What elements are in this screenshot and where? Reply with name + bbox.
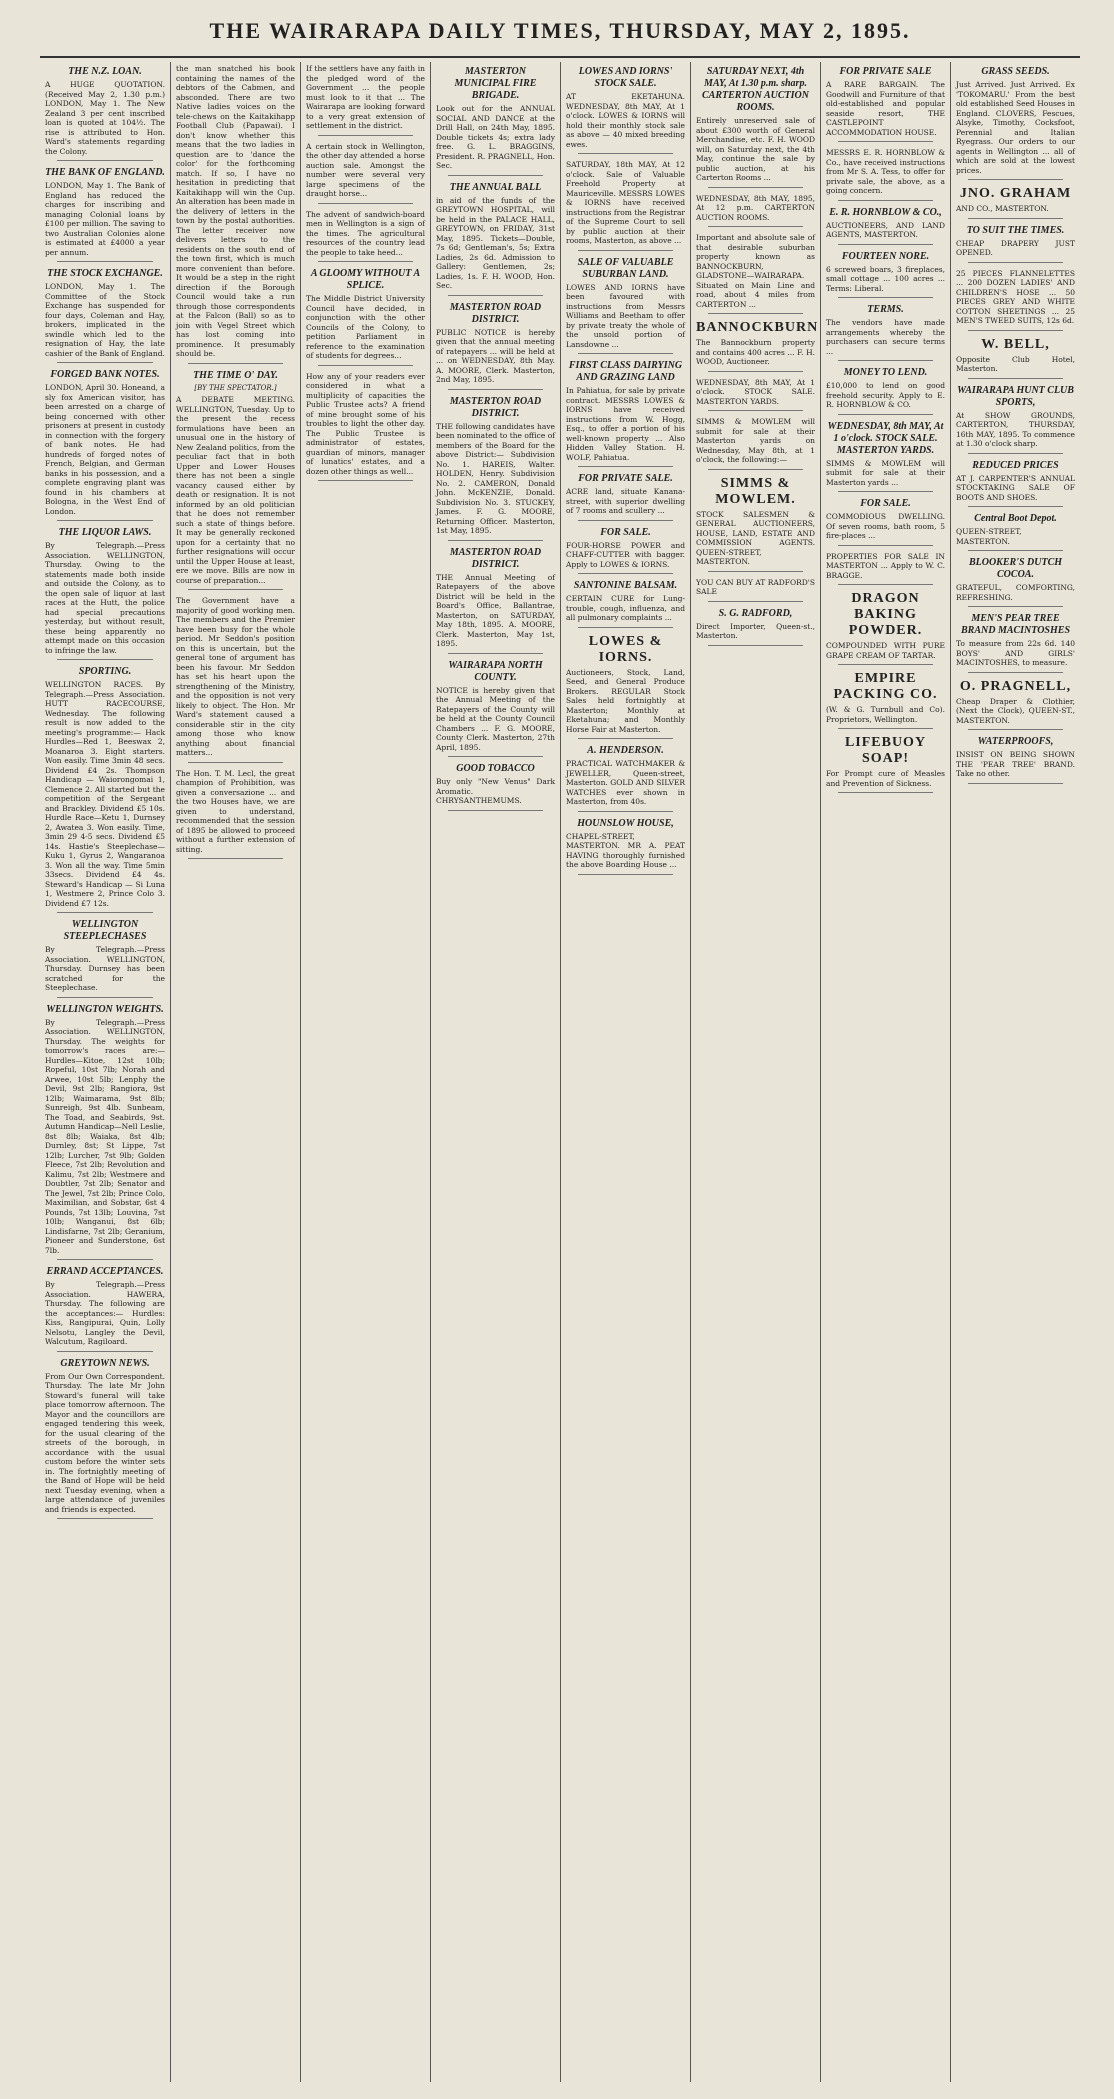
article [176, 370, 295, 591]
article-body: CHAPEL-STREET, MASTERTON. MR A. PEAT HAVING thoroughly furnished the above Boarding House ... [566, 831, 685, 869]
article-body: PRACTICAL WATCHMAKER & JEWELLER, Queen-street, Masterton. GOLD AND SILVER WATCHES ever shown in Masterton, from 40s. [566, 759, 685, 806]
article [45, 666, 165, 913]
article-heading: WATERPROOFS, [977, 736, 1054, 747]
article-divider [578, 738, 673, 739]
article-body: By Telegraph.—Press Association. WELLINGTON, Thursday. The weights for tomorrow's races are:—Hurdles—Kitoe, 12st 10lb; Ropeful, 10st 7lb; Norah and Arwee, 10st 5lb; Lenphy the Devil, 9st 2lb; Rangiora, 9st 12lb; Waimarama, 9st 8lb; Sunreigh, 9st 4lb. Sunbeam, The Toad, and Seabirds, 9st. Autumn Handicap—Nell Leslie, 8st 8lb; Waiaka, 8st 4lb; Durnley, 8st; St Lippe, 7st 12lb; Lurcher, 7st 9lb; Golden Fleece, 7st 2lb; Revolution and Kalimu, 7st 2lb; Westmere and Doubtler, 7st 2lb; Senator and The Jewel, 7st 2lb; Prince Colo, Maximilian, and Sobstar, 6st 4 Pounds, 7st 13lb; Louvina, 7st 10lb; Wanganui, 8st 6lb; Lindisfarne, 7st 2lb; Geranium, Pioneer and Sunderstone, 6st 7lb. [45, 1017, 165, 1255]
article-body: Look out for the ANNUAL SOCIAL AND DANCE at the Drill Hall, on 24th May, 1895. Double tickets 4s; extra lady free. G. L. BRAGGINS, President. R. PRAGNELL, Hon. Sec. [436, 104, 555, 170]
newspaper-columns [40, 62, 1080, 2082]
article [566, 580, 685, 628]
article-heading: GOOD TOBACCO [456, 763, 535, 774]
article-divider [708, 187, 803, 188]
article [45, 1266, 165, 1352]
article [436, 763, 555, 811]
article-heading: SALE OF VALUABLE SUBURBAN LAND. [577, 256, 674, 280]
article-divider [318, 365, 413, 366]
article [696, 417, 815, 470]
article-heading: E. R. HORNBLOW & CO., [829, 206, 942, 218]
article-divider [708, 645, 803, 646]
article [696, 233, 815, 314]
article [45, 1004, 165, 1261]
article-heading: MASTERTON ROAD DISTRICT. [449, 301, 542, 325]
article-body: LONDON, April 30. Honeand, a sly fox American visitor, has been arrested on a charge of being concerned with other prisoners at present in custody in connection with the forgery of bank notes. He had hundreds of forged notes of French, Belgian, and German banks in his possession, and a complete engraving plant was found in his chambers at Bologna, in the West End of London. [45, 383, 165, 516]
article-divider [968, 262, 1063, 263]
article-divider [448, 810, 543, 811]
article [956, 337, 1075, 379]
article [956, 186, 1075, 219]
article-body: ACRE land, situate Kanana-street, with superior dwelling of 7 rooms and scullery ... [566, 487, 685, 515]
article [566, 634, 685, 740]
article-divider [578, 250, 673, 251]
article [566, 257, 685, 355]
article-subheading: [BY THE SPECTATOR.] [194, 383, 277, 392]
article-heading: SATURDAY NEXT, 4th MAY, At 1.30 p.m. sharp. CARTERTON AUCTION ROOMS. [702, 66, 809, 113]
article-heading: MONEY TO LEND. [843, 367, 928, 378]
article-body: Just Arrived. Just Arrived. Ex 'TOKOMARU.' From the best old established Seed Houses in England. CLOVERS, Fescues, Alsyke, Timothy, Cocksfoot, Perennial and Italian Ryegrass. Our orders to our agents in Wellington ... all of which are sold at the lowest prices. [956, 80, 1075, 175]
article-heading: A. HENDERSON. [587, 745, 664, 756]
article [696, 320, 819, 372]
article [45, 369, 165, 521]
article-heading: FOR SALE. [600, 526, 651, 538]
article-heading: EMPIRE PACKING CO. [833, 671, 938, 702]
article-divider [838, 491, 933, 492]
article-body: A HUGE QUOTATION. (Received May 2, 1.30 p.m.) LONDON, May 1. The New Zealand 3 per cent inscribed loan is quoted at 104½. The rise is attributed to Hon. Ward's statements regarding the Colony. [45, 80, 165, 156]
article-divider [968, 729, 1063, 730]
article [826, 66, 945, 142]
article [956, 513, 1075, 551]
article-body: LOWES AND IORNS have been favoured with instructions from Messrs Williams and Beetham to offer by private treaty the whole of the unsold portion of Lansdowne ... [566, 282, 685, 349]
article-divider [708, 226, 803, 227]
article-divider [318, 135, 413, 136]
article [306, 372, 425, 482]
article [826, 591, 945, 665]
article [956, 460, 1075, 508]
column-5 [560, 62, 690, 2082]
article-heading: GREYTOWN NEWS. [60, 1357, 150, 1369]
article-divider [57, 1351, 153, 1352]
article-body: AT EKETAHUNA. WEDNESDAY, 8th MAY, At 1 o'clock. LOWES & IORNS will hold their monthly stock sale as above — 40 mixed breeding ewes. [566, 92, 685, 149]
article [176, 64, 295, 364]
article-body: INSIST ON BEING SHOWN THE 'PEAR TREE' BRAND. Take no other. [956, 750, 1075, 778]
article-divider [968, 783, 1063, 784]
article-heading: DRAGON BAKING POWDER. [848, 591, 923, 638]
article-divider [968, 218, 1063, 219]
article [696, 578, 815, 602]
column-6 [690, 62, 820, 2082]
article-body: From Our Own Correspondent. Thursday. The late Mr John Stoward's funeral will take place tomorrow afternoon. The Mayor and the councillors are engaged tendering this week, for the usual clearing of the streets of the borough, in accordance with the usual custom before the winter sets in. The fortnightly meeting of the Band of Hope will be held next Tuesday evening, when a large attendance of juveniles and friends is expected. [45, 1371, 165, 1514]
article-heading: MASTERTON MUNICIPAL FIRE BRIGADE. [454, 66, 537, 101]
article-body: £10,000 to lend on good freehold security. Apply to E. R. HORNBLOW & CO. [826, 381, 945, 409]
article-body: How any of your readers ever considered in what a multiplicity of capacities the Public Trustee acts? A friend of mine brought some of his troubles to light the other day. The Public Trustee is administrator of estates, guardian of minors, manager of lunatics' estates, and a dozen other things as well... [306, 371, 425, 476]
masthead-title: THE WAIRARAPA DAILY TIMES, THURSDAY, MAY 2, 1895. [209, 18, 911, 43]
article-body: MESSRS E. R. HORNBLOW & Co., have received instructions from Mr S. A. Tess, to offer for private sale, the above, as a going concern. [826, 148, 945, 195]
article-body: NOTICE is hereby given that the Annual Meeting of the Ratepayers of the County will be held at the County Council Chambers ... F. G. MOORE, County Clerk. Masterton, 27th April, 1895. [436, 685, 555, 752]
article [436, 547, 555, 654]
article-body: FOUR-HORSE POWER and CHAFF-CUTTER with bagger. Apply to LOWES & IORNS. [566, 540, 685, 569]
article-heading: SANTONINE BALSAM. [573, 580, 678, 591]
article-body: The Middle District University Council have decided, in conjunction with the other Councils of the Colony, to petition Parliament in reference to the examination of students for degrees... [306, 294, 425, 360]
article-divider [968, 453, 1063, 454]
article [696, 194, 815, 228]
article-heading: THE STOCK EXCHANGE. [47, 268, 163, 279]
article-body: WEDNESDAY, 8th MAY, At 1 o'clock. STOCK SALE. MASTERTON YARDS. [696, 377, 815, 406]
masthead-rule [40, 56, 1080, 58]
article-divider [57, 520, 153, 521]
article-heading: GRASS SEEDS. [981, 66, 1050, 77]
article-body: If the settlers have any faith in the pledged word of the Government ... the people must look to it that ... The Wairarapa are looking forward to a very great extension of settlement in the district. [306, 64, 425, 130]
article-divider [838, 414, 933, 415]
article-divider [838, 360, 933, 361]
article-divider [838, 728, 933, 729]
article-divider [708, 371, 803, 372]
article [436, 66, 555, 176]
article-body: CHEAP DRAPERY JUST OPENED. [956, 238, 1075, 257]
article [566, 473, 685, 521]
article-divider [188, 363, 283, 364]
article-heading: WAIRARAPA HUNT CLUB SPORTS, [957, 384, 1074, 408]
article-divider [188, 858, 283, 859]
article-divider [968, 606, 1063, 607]
article-heading: MASTERTON ROAD DISTRICT. [449, 395, 542, 419]
article-body: PUBLIC NOTICE is hereby given that the annual meeting of ratepayers ... will be held at ... on WEDNESDAY, 8th May. A. MOORE, Clerk. Masterton, 2nd May, 1895. [436, 327, 555, 384]
article [956, 679, 1075, 731]
article-heading: THE N.Z. LOAN. [68, 66, 142, 77]
article-divider [188, 589, 283, 590]
article-divider [708, 601, 803, 602]
article-heading: ERRAND ACCEPTANCES. [46, 1266, 164, 1277]
article [956, 385, 1075, 454]
article-divider [318, 480, 413, 481]
article-divider [448, 295, 543, 296]
article [956, 269, 1075, 331]
article [176, 769, 295, 860]
article-body: The Hon. T. M. Lecl, the great champion of Prohibition, was given a conversazione ... and the two Houses have, we are given to understand, recommended that the session of 1895 be allowed to proceed without a further extension of sitting. [176, 768, 295, 854]
article [826, 671, 945, 729]
article-body: SIMMS & MOWLEM will submit for sale at their Masterton yards ... [826, 458, 945, 487]
article-body: A DEBATE MEETING. WELLINGTON, Tuesday. Up to the present the recess formulations have been an unusual one in the history of New Zealand politics, from the peculiar fact that in both Upper and Lower Houses there has not been a single vacancy caused either by death or resignation. It is not informed by an old politician that he does not remember such a state of things before. It may be generally reckoned upon for a certainty that no further resignations will occur until the Upper House at least, ere we move. Bills are now in course of preparation... [176, 395, 295, 585]
article-heading: Central Boot Depot. [974, 513, 1057, 524]
article-heading: HOUNSLOW HOUSE, [577, 817, 674, 829]
article-divider [968, 378, 1063, 379]
article-heading: WELLINGTON STEEPLECHASES [63, 919, 147, 942]
article [826, 207, 945, 245]
article-body: (W. & G. Turnbull and Co). Proprietors, Wellington. [826, 705, 945, 724]
article-body: THE Annual Meeting of Ratepayers of the above District will be held in the Board's Office, Ballantrae, Masterton, on SATURDAY, May 18th, 1895. A. MOORE, Clerk. Masterton, May 1st, 1895. [436, 572, 555, 648]
article [956, 225, 1075, 263]
article-body: PROPERTIES FOR SALE IN MASTERTON ... Apply to W. C. BRAGGE. [826, 551, 945, 580]
article-body: Cheap Draper & Clothier, (Next the Clock), QUEEN-ST., MASTERTON. [956, 696, 1075, 725]
article-heading: TO SUIT THE TIMES. [966, 224, 1065, 236]
article-heading: FOR PRIVATE SALE [839, 66, 932, 77]
article [956, 557, 1075, 607]
article-heading: LOWES AND IORNS' STOCK SALE. [578, 66, 673, 89]
article-divider [968, 550, 1063, 551]
article-divider [188, 762, 283, 763]
article-divider [838, 244, 933, 245]
article [306, 142, 425, 204]
article-heading: BANNOCKBURN [696, 320, 819, 335]
article-heading: FIRST CLASS DAIRYING AND GRAZING LAND [568, 360, 683, 383]
article-divider [838, 141, 933, 142]
article [566, 745, 685, 812]
article-divider [838, 200, 933, 201]
article-divider [838, 545, 933, 546]
article-divider [968, 179, 1063, 180]
article-heading: WELLINGTON WEIGHTS. [46, 1003, 164, 1015]
article-divider [578, 520, 673, 521]
article-body: Opposite Club Hotel, Masterton. [956, 354, 1075, 373]
article [826, 498, 945, 546]
article [45, 527, 165, 660]
article-divider [708, 469, 803, 470]
article-body: By Telegraph.—Press Association. WELLINGTON, Thursday. Owing to the statements made both inside and outside the Colony, as to the open sale of liquor at last races at the Hutt, the police had special precautions yesterday, but without result, these being apparently no attempt made on this occasion to infringe the law. [45, 541, 165, 655]
article-divider [838, 792, 933, 793]
article [566, 360, 685, 467]
article-heading: WAIRARAPA NORTH COUNTY. [448, 659, 543, 683]
article-divider [968, 672, 1063, 673]
article [45, 167, 165, 262]
article-body: In Pahiatua, for sale by private contract. MESSRS LOWES & IORNS have received instructions from W. Hogg, Esq., to offer a portion of his well-known property ... Also Hidden Valley Station. H. WOLF, Pahiatua. [566, 386, 685, 462]
article-body: Important and absolute sale of that desirable suburban property known as BANNOCKBURN, GLADSTONE—WAIRARAPA. Situated on Main Line and road, about 4 miles from CARTERTON ... [696, 233, 815, 309]
article-divider [318, 203, 413, 204]
article-heading: THE ANNUAL BALL [449, 181, 542, 193]
article [696, 378, 815, 412]
article-body: 6 screwed boars, 3 fireplaces, small cottage ... 100 acres ... Terms: Liberal. [826, 264, 945, 293]
article-divider [578, 573, 673, 574]
article-body: To measure from 22s 6d. 140 BOYS' AND GIRLS' MACINTOSHES, to measure. [956, 639, 1075, 667]
article-body: CERTAIN CURE for Lung-trouble, cough, influenza, and all pulmonary complaints ... [566, 594, 685, 622]
article-heading: BLOOKER'S DUTCH COCOA. [968, 557, 1063, 580]
article [826, 148, 945, 201]
article-divider [708, 410, 803, 411]
column-3 [300, 62, 430, 2082]
article-body: The Bannockburn property and contains 400 acres ... F. H. WOOD, Auctioneer. [696, 338, 815, 366]
article-heading: THE LIQUOR LAWS. [58, 527, 152, 538]
article-heading: FOR PRIVATE SALE. [578, 473, 673, 484]
article-divider [838, 664, 933, 665]
article-heading: FOURTEEN NORE. [841, 250, 930, 262]
article-body: WEDNESDAY, 8th MAY, 1895, At 12 p.m. CARTERTON AUCTION ROOMS. [696, 193, 815, 222]
article-divider [968, 330, 1063, 331]
article [826, 251, 945, 299]
article-divider [838, 297, 933, 298]
article [566, 818, 685, 875]
article-divider [57, 912, 153, 913]
article-divider [448, 175, 543, 176]
article-heading: S. G. RADFORD, [718, 607, 793, 619]
column-1 [40, 62, 170, 2082]
article-body: Buy only "New Venus" Dark Aromatic. CHRYSANTHEMUMS. [436, 777, 555, 805]
article-divider [448, 653, 543, 654]
article-heading: W. BELL, [981, 336, 1050, 352]
article-divider [578, 811, 673, 812]
article-divider [57, 659, 153, 660]
article-body: QUEEN-STREET, MASTERTON. [956, 527, 1022, 546]
article-body: SATURDAY, 18th MAY, At 12 o'clock. Sale of Valuable Freehold Property at Mauriceville. MESSRS LOWES & IORNS have received instructions from the Registrar of the Supreme Court to sell by public auction at their rooms, Masterton, as above ... [566, 160, 685, 245]
article-divider [448, 540, 543, 541]
article [45, 1358, 165, 1520]
article-heading: LIFEBUOY SOAP! [844, 735, 927, 766]
article-divider [57, 160, 153, 161]
article [45, 919, 165, 998]
article [696, 476, 815, 572]
article-divider [708, 313, 803, 314]
article [826, 304, 945, 361]
article-heading: REDUCED PRICES [972, 459, 1059, 471]
article-divider [968, 506, 1063, 507]
article-body: By Telegraph.—Press Association. HAWERA, Thursday. The following are the acceptances:— Hurdles: Kiss, Rangipurai, Quin, Lolly Nelsotu, Langley the Devil, Walcutum, Ragiloard. [45, 1280, 165, 1346]
article-body: The Government have a majority of good working men. The members and the Premier have been busy for the whole period. Mr Seddon's position on this is uncertain, but the general tone of argument has been his favour. Mr Seddon has set his heart upon the strengthening of the Ministry, and the opposition is not very likely to object. The Hon. Mr Ward's statement caused a considerable stir in the city among those who know anything about financial matters... [176, 596, 295, 757]
article-heading: TERMS. [867, 304, 904, 315]
article-body: The advent of sandwich-board men in Wellington is a sign of the times. The agricultural resources of the country lead the people to take heed... [306, 209, 425, 257]
article-heading: JNO. GRAHAM [959, 186, 1072, 201]
article-body: SIMMS & MOWLEM will submit for sale at their Masterton yards on Wednesday, May 8th, at 1 o'clock, the following:— [696, 417, 815, 464]
article [566, 66, 685, 154]
article-heading: FORGED BANK NOTES. [50, 369, 160, 380]
article-body: AND CO., MASTERTON. [956, 204, 1049, 213]
article [306, 210, 425, 263]
article [956, 613, 1075, 673]
article-divider [578, 153, 673, 154]
column-4 [430, 62, 560, 2082]
article [306, 64, 425, 136]
article-body: For Prompt cure of Measles and Prevention of Sickness. [826, 769, 945, 788]
article-body: AUCTIONEERS, AND LAND AGENTS, MASTERTON. [826, 220, 945, 239]
article-body: LONDON, May 1. The Bank of England has reduced the charges for inscribing and managing Colonial loans by £100 per million. The saving to two Australian Colonies alone is estimated at £4000 a year per annum. [45, 181, 165, 257]
article-body: AT J. CARPENTER'S ANNUAL STOCKTAKING SALE OF BOOTS AND SHOES. [956, 473, 1075, 502]
article [436, 396, 555, 541]
article-divider [578, 353, 673, 354]
article-divider [57, 1518, 153, 1519]
article [566, 160, 685, 251]
article-heading: MASTERTON ROAD DISTRICT. [449, 546, 542, 570]
column-8 [950, 62, 1080, 2082]
article-body: the man snatched his book containing the names of the debtors of the Cabmen, and absconded. There are two Native ladies voices on the tele-chews on the Kaitakihapp Football Club (Papawai). I don't know whether this means that the two ladies in question are to 'dance the color' for the forthcoming match. If so, I have no hesitation in predicting that Kaitakihapp will win the Cup. An alteration has been made in the delivery of letters in the town by the postal authorities. The letter receiver now delivers letters to the residents on the south end of the town first, which is much more convenient than before. It would be a step in the right direction if the Borough Council would take a run through those correspondents at the Falcon (Ball) so as to join with Vegel Street which has lost coming into prominence. It presumably should be. [176, 64, 296, 358]
article-body: COMPOUNDED WITH PURE GRAPE CREAM OF TARTAR. [826, 641, 945, 660]
article-body: By Telegraph.—Press Association. WELLINGTON, Thursday. Durnsey has been scratched for the Steeplechase. [45, 945, 165, 992]
article-divider [57, 362, 153, 363]
article [436, 302, 555, 390]
article [826, 421, 945, 493]
article-body: LONDON, May 1. The Committee of the Stock Exchange has suspended for four days, Coleman and Hay, brokers, implicated in the swindle which led to the resignation of Hay, the late cashier of the Bank of England. [45, 282, 165, 358]
article-body: COMMODIOUS DWELLING. Of seven rooms, bath room, 5 fire-places ... [826, 512, 945, 540]
article-heading: O. PRAGNELL, [959, 678, 1072, 694]
article-divider [57, 997, 153, 998]
article-divider [448, 756, 543, 757]
article-divider [57, 1259, 153, 1260]
article-body: YOU CAN BUY AT RADFORD'S SALE [696, 577, 815, 596]
article-body: Direct Importer, Queen-st., Masterton. [696, 621, 815, 640]
article-divider [578, 627, 673, 628]
article-body: THE following candidates have been nominated to the office of members of the Board for the above District:— Subdivision No. 1. HAREIS, Walter. HOLDEN, Henry. Subdivision No. 2. CAMERON, Donald John. McKENZIE, Donald. Subdivision No. 3. STUCKEY, James. F. G. MOORE, Returning Officer. Masterton, 1st May, 1895. [436, 421, 555, 535]
article-divider [448, 389, 543, 390]
column-7 [820, 62, 950, 2082]
article [826, 552, 945, 586]
article [306, 268, 425, 366]
article-body: GRATEFUL, COMFORTING, REFRESHING. [956, 583, 1075, 602]
article-divider [578, 874, 673, 875]
article-body: Auctioneers, Stock, Land, Seed, and General Produce Brokers. REGULAR Stock Sales held fortnightly at Masterton; Monthly at Eketahuna; and Monthly Horse Fair at Masterton. [566, 667, 685, 734]
article-divider [57, 261, 153, 262]
article-body: STOCK SALESMEN & GENERAL AUCTIONEERS, HOUSE, LAND, ESTATE AND COMMISSION AGENTS. QUEEN-STREET, MASTERTON. [696, 509, 815, 566]
article-heading: SIMMS & MOWLEM. [715, 475, 796, 507]
article-heading: FOR SALE. [860, 498, 911, 509]
article-heading: THE BANK OF ENGLAND. [45, 167, 165, 178]
article-body: A RARE BARGAIN. The Goodwill and Furniture of that old-established and popular seaside resort, THE CASTLEPOINT ACCOMMODATION HOUSE. [826, 80, 945, 137]
article [436, 182, 555, 296]
article [696, 608, 815, 646]
article-divider [318, 261, 413, 262]
article [436, 660, 555, 758]
article [566, 527, 685, 575]
article-heading: MEN'S PEAR TREE BRAND MACINTOSHES [960, 613, 1071, 636]
article-body: The vendors have made arrangements whereby the purchasers can secure terms ... [826, 318, 945, 356]
article-heading: SPORTING. [78, 666, 132, 677]
column-2 [170, 62, 300, 2082]
article-divider [838, 584, 933, 585]
article-body: WELLINGTON RACES. By Telegraph.—Press Association. HUTT RACECOURSE, Wednesday. The following result is now added to the meeting's programme:— Hack Hurdles—Red 1, Beeswax 2, Moanaroa 3. Eight starters. Won easily. Time 3min 48 secs. Dividend £4 2s. Thompson Handicap — Waiorongomai 1, Clemence 2. All started but the competition of the Sergeant and Brackley. Dividend £5 10s. Hurdle Race—Ketu 1, Durnsey 2, Awatea 3. Won easily. Time, 3min 29 4-5 secs. Dividend £5 14s. Hastie's Steeplechase—Kuku 1, Gyrus 2, Wangaranoa 3. Won all the way. Time 5min 33secs. Dividend £4 4s. Steward's Handicap — Si Luna 1, Westmere 2, Prince Colo 3. Dividend £7 12s. [45, 680, 165, 908]
article [45, 66, 165, 161]
article-heading: A GLOOMY WITHOUT A SPLICE. [310, 268, 421, 291]
article-body: 25 PIECES FLANNELETTES ... 200 DOZEN LADIES' AND CHILDREN'S HOSE ... 50 PIECES GREY AND WHITE COTTON SHEETINGS ... 25 MEN'S TWEED SUITS, 12s 6d. [956, 268, 1075, 325]
article [826, 367, 945, 415]
article-body: in aid of the funds of the GREYTOWN HOSPITAL, will be held in the PALACE HALL, GREYTOWN, on FRIDAY, 31st May, 1895. Tickets—Double, 7s 6d; Gentleman's, 5s; Extra Ladies, 2s 6d. Admission to Gallery: Gentlemen, 2s; Ladies, 1s. F. H. WOOD, Hon. Sec. [436, 195, 555, 290]
article-divider [708, 571, 803, 572]
article-body: A certain stock in Wellington, the other day attended a horse auction sale. Amongst the number were several very large specimens of the draught horse... [306, 141, 425, 198]
article [696, 66, 815, 188]
article-divider [578, 466, 673, 467]
article [956, 66, 1075, 180]
article-heading: LOWES & IORNS. [588, 633, 663, 665]
article-heading: WEDNESDAY, 8th MAY, At 1 o'clock. STOCK SALE. MASTERTON YARDS. [827, 420, 944, 456]
article-heading: THE TIME O' DAY. [193, 369, 278, 381]
article [45, 268, 165, 363]
article-body: At SHOW GROUNDS, CARTERTON, THURSDAY, 16th MAY, 1895. To commence at 1.30 o'clock sharp. [956, 410, 1075, 448]
article-body: Entirely unreserved sale of about £300 worth of General Merchandise, etc. F. H. WOOD will, on Saturday next, the 4th May, continue the sale by public auction, at his Carterton Rooms ... [696, 116, 815, 182]
article [956, 736, 1075, 784]
article [176, 596, 295, 763]
article [826, 735, 945, 793]
